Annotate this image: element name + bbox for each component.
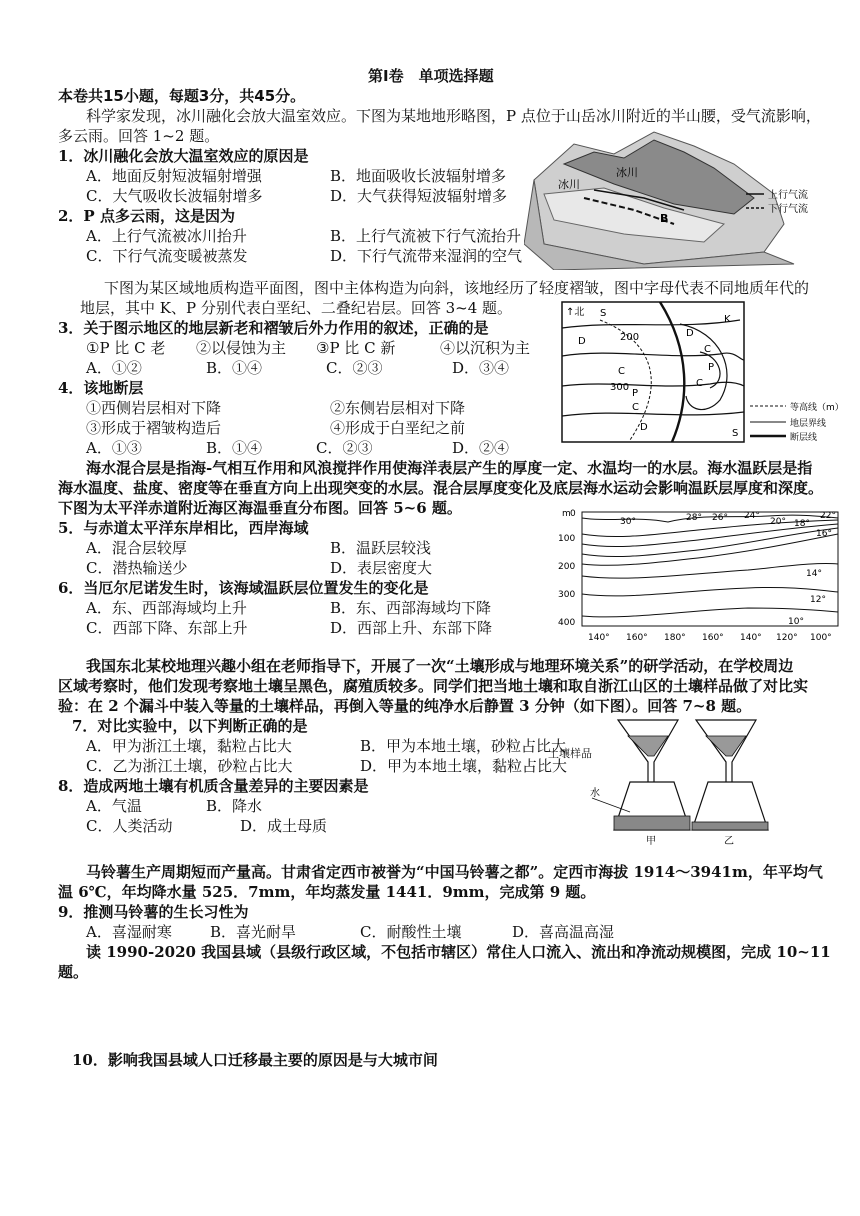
passage-4-line-2: 区域考察时，他们发现考察地土壤呈黑色，腐殖质较多。同学们把当地土壤和取自浙江山区的土壤样品做了对比实 <box>58 677 809 695</box>
passage-1-line-1: 科学家发现，冰川融化会放大温室效应。下图为某地地形略图，P 点位于山岳冰川附近的半山腰，受气流影响， <box>86 107 821 125</box>
q7-option-d: D．甲为本地土壤，黏粒占比大 <box>360 757 568 775</box>
q7-option-b: B．甲为本地土壤，砂粒占比大 <box>360 737 567 755</box>
q9-stem: 9．推测马铃薯的生长习性为 <box>58 903 249 921</box>
fig3-xtick-2: 160° <box>626 633 648 643</box>
fig2-label-200: 200 <box>620 332 640 343</box>
fig3-xtick-7: 100° <box>810 633 832 643</box>
fig2-label-c4: C <box>696 378 703 389</box>
fig3-xtick-5: 140° <box>740 633 762 643</box>
passage-6-line-2: 题。 <box>58 963 89 981</box>
q4-stem: 4．该地断层 <box>58 379 144 397</box>
fig2-label-p1: P <box>632 388 639 399</box>
fig3-xtick-3: 180° <box>664 633 686 643</box>
q3-statement-3: ③P 比 C 新 <box>316 339 396 357</box>
fig2-legend-boundary: 地层界线 <box>790 419 827 429</box>
q6-option-d: D．西部上升、东部下降 <box>330 619 493 637</box>
q9-option-b: B．喜光耐旱 <box>210 923 297 941</box>
q1-stem: 1．冰川融化会放大温室效应的原因是 <box>58 147 309 165</box>
fig3-iso-30: 30° <box>620 517 636 527</box>
q7-option-a: A．甲为浙江土壤，黏粒占比大 <box>86 737 292 755</box>
fig3-unit-label: m <box>562 509 571 519</box>
fig2-label-s2: S <box>732 428 739 439</box>
q2-option-d: D．下行气流带来湿润的空气 <box>330 247 523 265</box>
fig1-point-label: B <box>660 212 669 225</box>
fig2-label-300: 300 <box>610 382 630 393</box>
fig2-label-k: K <box>724 314 731 325</box>
passage-3-line-3: 下图为太平洋赤道附近海区海温垂直分布图。回答 5~6 题。 <box>58 499 462 517</box>
q1-option-b: B．地面吸收长波辐射增多 <box>330 167 507 185</box>
section-title: 第Ⅰ卷 单项选择题 <box>368 67 494 85</box>
fig2-legend-contour: 等高线（m） <box>790 403 844 413</box>
fig4-yi-label: 乙 <box>724 836 734 847</box>
figure-geologic-map <box>560 300 854 448</box>
q7-stem: 7．对比实验中，以下判断正确的是 <box>72 717 308 735</box>
fig2-north-label: ↑北 <box>566 307 585 318</box>
q5-option-c: C．潜热输送少 <box>86 559 188 577</box>
fig2-legend-fault: 断层线 <box>790 433 818 443</box>
fig3-iso-20: 20° <box>770 517 786 527</box>
fig3-ytick-200: 200 <box>558 562 576 572</box>
fig3-iso-10: 10° <box>788 617 804 627</box>
fig2-label-s1: S <box>600 308 607 319</box>
q10-stem: 10．影响我国县域人口迁移最主要的原因是与大城市间 <box>72 1051 438 1069</box>
fig3-iso-16: 16° <box>816 529 832 539</box>
passage-2-line-2: 地层，其中 K、P 分别代表白垩纪、二叠纪岩层。回答 3~4 题。 <box>80 299 513 317</box>
q4-statement-3: ③形成于褶皱构造后 <box>86 419 222 437</box>
q3-statement-4: ④以沉积为主 <box>440 339 531 357</box>
q5-option-d: D．表层密度大 <box>330 559 433 577</box>
q3-option-b: B．①④ <box>206 359 263 377</box>
fig3-iso-22: 22° <box>820 511 836 521</box>
q4-statement-4: ④形成于白垩纪之前 <box>330 419 466 437</box>
q8-option-d: D．成土母质 <box>240 817 328 835</box>
passage-6-line-1: 读 1990-2020 我国县域（县级行政区域，不包括市辖区）常住人口流入、流出和净流动规模图，完成 10~11 <box>86 943 831 961</box>
fig2-label-d2: D <box>640 422 648 433</box>
q9-option-d: D．喜高温高湿 <box>512 923 615 941</box>
q5-stem: 5．与赤道太平洋东岸相比，西岸海域 <box>58 519 309 537</box>
q2-option-a: A．上行气流被冰川抬升 <box>86 227 247 245</box>
q6-option-c: C．西部下降、东部上升 <box>86 619 248 637</box>
q4-statement-2: ②东侧岩层相对下降 <box>330 399 466 417</box>
instructions: 本卷共15小题，每题3分，共45分。 <box>58 87 306 105</box>
fig1-glacier-label-1: 冰川 <box>558 178 580 191</box>
passage-2-line-1: 下图为某区域地质构造平面图，图中主体构造为向斜，该地经历了轻度褶皱，图中字母代表不同地质年代的 <box>104 279 810 297</box>
fig2-label-d1: D <box>578 336 586 347</box>
q5-option-a: A．混合层较厚 <box>86 539 187 557</box>
q2-option-c: C．下行气流变暖被蒸发 <box>86 247 248 265</box>
q4-statement-1: ①西侧岩层相对下降 <box>86 399 222 417</box>
figure-ocean-temperature <box>548 504 848 644</box>
passage-5-line-2: 温 6℃，年均降水量 525．7mm，年均蒸发量 1441．9mm，完成第 9 题。 <box>58 883 596 901</box>
q7-option-c: C．乙为浙江土壤，砂粒占比大 <box>86 757 293 775</box>
q6-stem: 6．当厄尔尼诺发生时，该海域温跃层位置发生的变化是 <box>58 579 429 597</box>
fig3-iso-18: 18° <box>794 519 810 529</box>
fig1-glacier-label-2: 冰川 <box>616 166 638 179</box>
fig3-xtick-1: 140° <box>588 633 610 643</box>
passage-3-line-1: 海水混合层是指海-气相互作用和风浪搅拌作用使海洋表层产生的厚度一定、水温均一的水层。海水温跃层是指 <box>86 459 813 477</box>
q1-option-c: C．大气吸收长波辐射增多 <box>86 187 263 205</box>
q8-option-c: C．人类活动 <box>86 817 173 835</box>
q8-option-b: B．降水 <box>206 797 263 815</box>
figure-soil-funnels <box>590 712 770 850</box>
q1-option-a: A．地面反射短波辐射增强 <box>86 167 262 185</box>
q3-statement-2: ②以侵蚀为主 <box>196 339 287 357</box>
fig3-iso-28: 28° <box>686 513 702 523</box>
fig3-xtick-4: 160° <box>702 633 724 643</box>
fig2-label-c2: C <box>632 402 639 413</box>
passage-1-line-2: 多云雨。回答 1~2 题。 <box>58 127 220 145</box>
fig2-label-c1: C <box>618 366 625 377</box>
passage-4-line-1: 我国东北某校地理兴趣小组在老师指导下，开展了一次“土壤形成与地理环境关系”的研学活动，在学校周边 <box>86 657 794 675</box>
fig2-label-p2: P <box>708 362 715 373</box>
fig4-sample-label: 土壤样品 <box>548 747 592 760</box>
q5-option-b: B．温跃层较浅 <box>330 539 432 557</box>
fig3-iso-14: 14° <box>806 569 822 579</box>
figure-glacier-terrain <box>524 124 814 270</box>
q6-option-b: B．东、西部海域均下降 <box>330 599 492 617</box>
q8-stem: 8．造成两地土壤有机质含量差异的主要因素是 <box>58 777 369 795</box>
passage-3-line-2: 海水温度、盐度、密度等在垂直方向上出现突变的水层。混合层厚度变化及底层海水运动会影响温跃层厚度和深度。 <box>58 479 824 497</box>
q3-option-a: A．①② <box>86 359 142 377</box>
q3-statement-1: ①P 比 C 老 <box>86 339 166 357</box>
fig3-ytick-400: 400 <box>558 618 576 628</box>
passage-4-line-3: 验：在 2 个漏斗中装入等量的土壤样品，再倒入等量的纯净水后静置 3 分钟（如下图）。回答 7~8 题。 <box>58 697 752 715</box>
fig2-label-d3: D <box>686 328 694 339</box>
q9-option-a: A．喜湿耐寒 <box>86 923 172 941</box>
q2-stem: 2．P 点多云雨，这是因为 <box>58 207 235 225</box>
fig3-ytick-100: 100 <box>558 534 576 544</box>
fig4-water-label: 水 <box>590 788 600 799</box>
fig1-legend-up: 上行气流 <box>768 190 808 201</box>
q3-option-d: D．③④ <box>452 359 510 377</box>
fig2-label-c3: C <box>704 344 711 355</box>
fig3-iso-12: 12° <box>810 595 826 605</box>
q8-option-a: A．气温 <box>86 797 142 815</box>
fig3-iso-24: 24° <box>744 511 760 521</box>
passage-5-line-1: 马铃薯生产周期短而产量高。甘肃省定西市被誉为“中国马铃薯之都”。定西市海拔 1914～3941m，年平均气 <box>86 863 823 881</box>
fig4-jia-label: 甲 <box>646 836 656 847</box>
q1-option-d: D．大气获得短波辐射增多 <box>330 187 508 205</box>
fig1-legend-down: 下行气流 <box>768 204 808 215</box>
q4-option-d: D．②④ <box>452 439 510 457</box>
q4-option-a: A．①③ <box>86 439 142 457</box>
q6-option-a: A．东、西部海域均上升 <box>86 599 247 617</box>
q9-option-c: C．耐酸性土壤 <box>360 923 462 941</box>
q3-option-c: C．②③ <box>326 359 383 377</box>
q3-stem: 3．关于图示地区的地层新老和褶皱后外力作用的叙述，正确的是 <box>58 319 489 337</box>
q2-option-b: B．上行气流被下行气流抬升 <box>330 227 522 245</box>
fig3-ytick-300: 300 <box>558 590 576 600</box>
fig3-ytick-0: 0 <box>570 509 576 519</box>
q4-option-c: C．②③ <box>316 439 373 457</box>
q4-option-b: B．①④ <box>206 439 263 457</box>
fig3-iso-26: 26° <box>712 513 728 523</box>
fig3-xtick-6: 120° <box>776 633 798 643</box>
